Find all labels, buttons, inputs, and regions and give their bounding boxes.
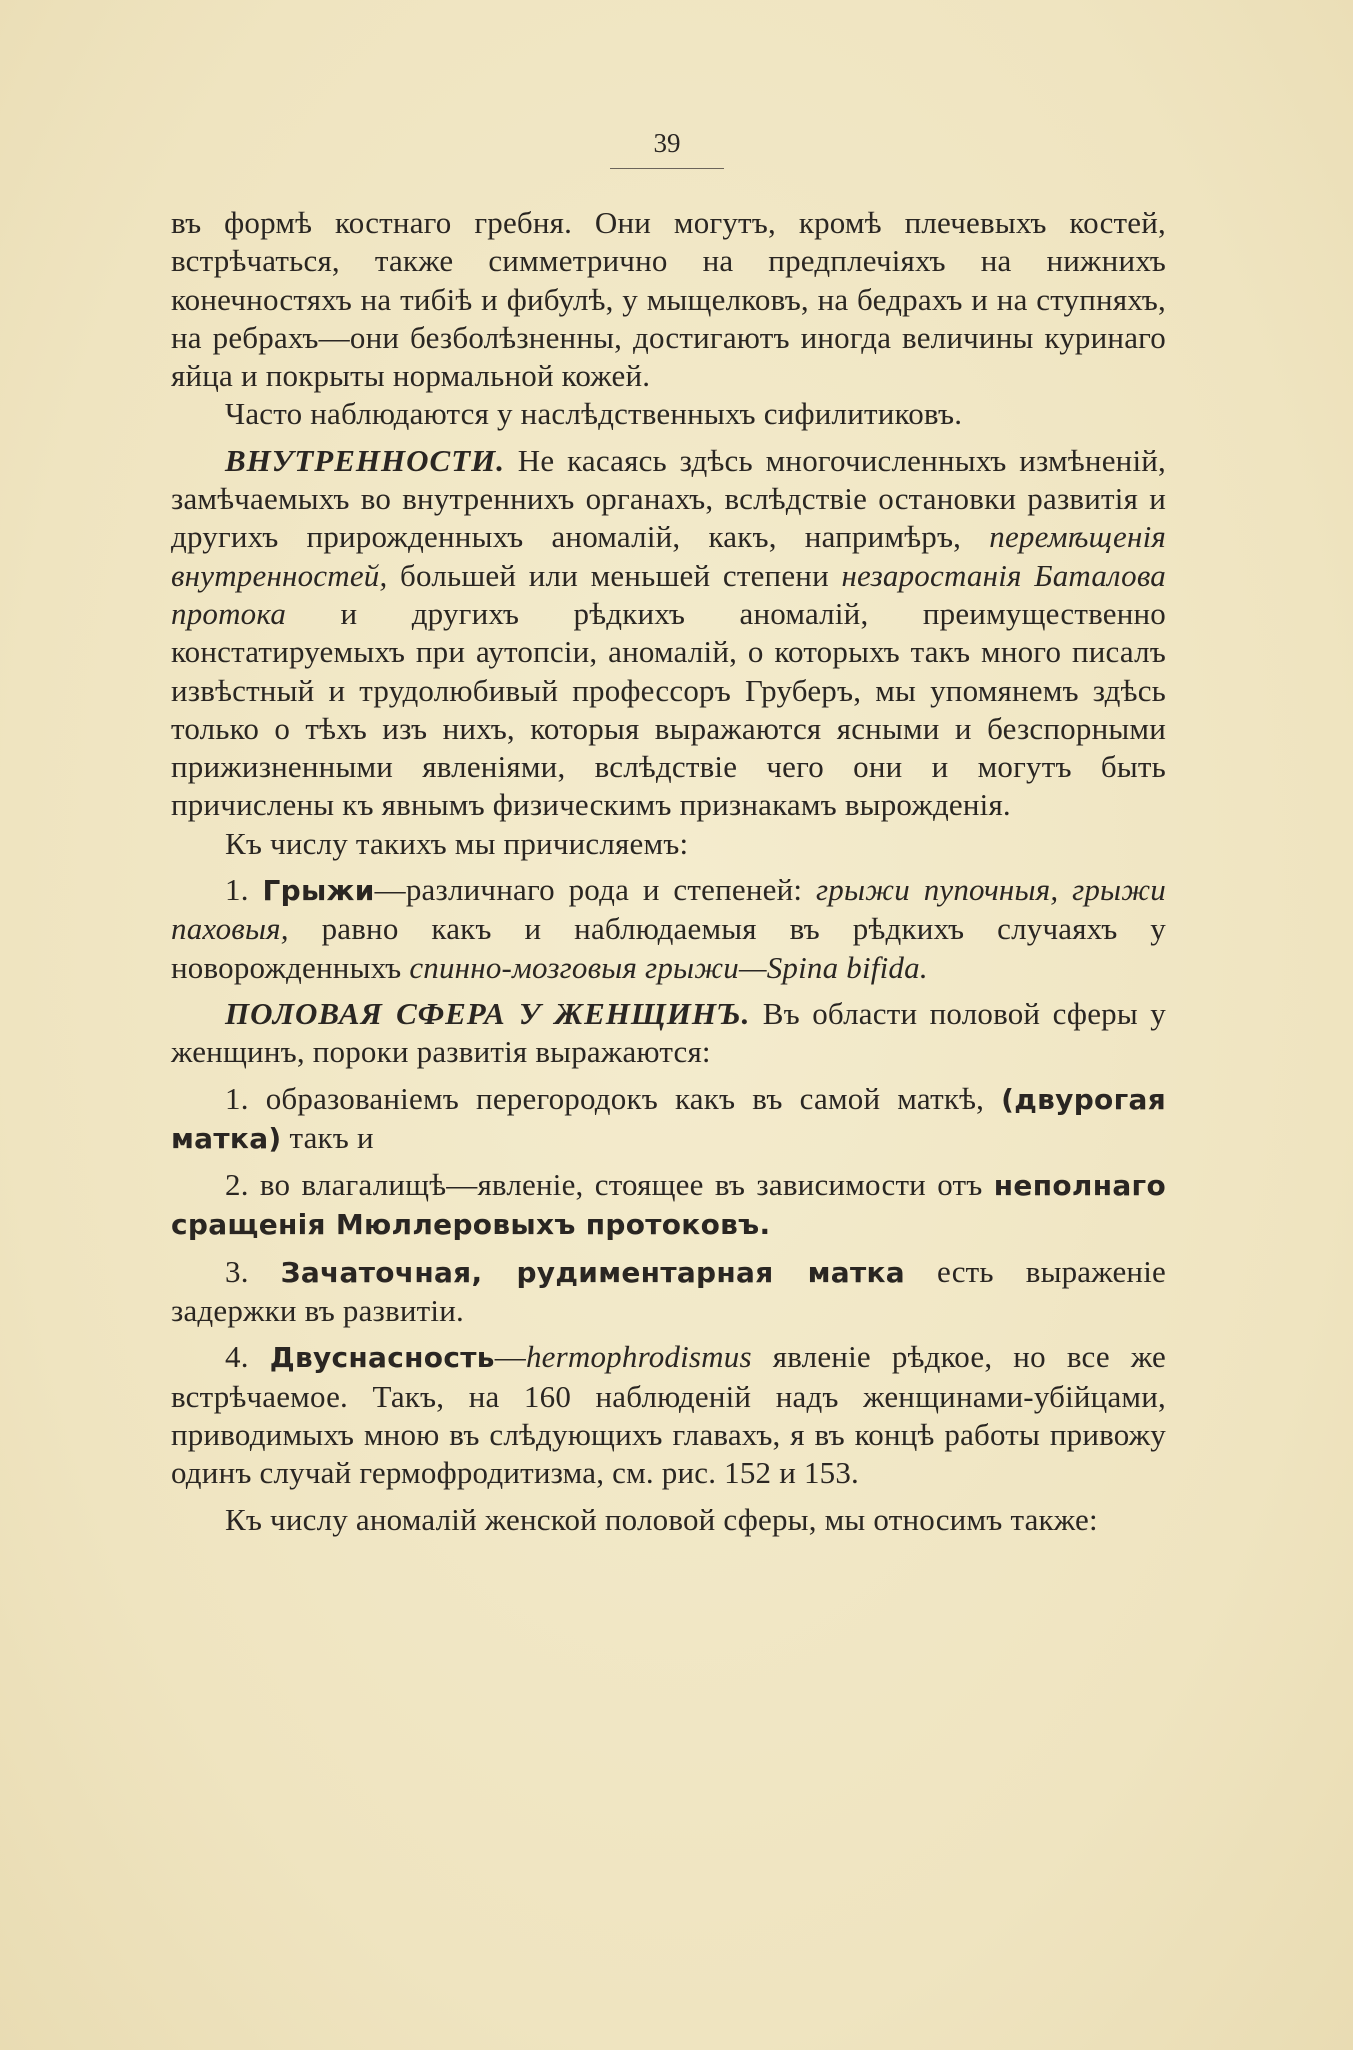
italic-term: спинно-мозговыя грыжи—Spina bifida.: [409, 949, 928, 985]
italic-term: hermophrodismus: [525, 1339, 752, 1375]
list-item-septum: [171, 1080, 1166, 1159]
bold-term: (двурогая матка): [171, 1082, 1166, 1155]
bold-term: неполнаго сращенія Мюллеровыхъ протоковъ.: [171, 1169, 1166, 1242]
paragraph-text: Въ области половой сферы у женщинъ, пороки развитія выражаются:: [171, 995, 1166, 1070]
list-item-hernia: [171, 871, 1166, 987]
italic-term: незаростанія Баталова протока: [171, 557, 1166, 631]
paragraph-bony-ridge: въ формѣ костнаго гребня. Они могутъ, кромѣ плечевыхъ костей, встрѣчаться, также симметрично на предплечіяхъ на нижнихъ конечностяхъ на тибіѣ и фибулѣ, у мыщелковъ, на бедрахъ и на ступняхъ, на ребрахъ—они безболѣзненны, достигаютъ иногда величины куринаго яйца и покрыты нормальной кожей.: [171, 205, 1166, 394]
paragraph-text: явленіе рѣдкое, но все же встрѣчаемое. Такъ, на 160 наблюденій надъ женщинами-убійцами, приводимыхъ мною въ слѣдующихъ главахъ, я въ концѣ работы привожу одинъ случай гермофродитизма, см. рис. 152 и 153.: [171, 1339, 1166, 1491]
bold-term: Зачаточная, рудиментарная матка: [280, 1255, 905, 1289]
section-heading-female-sphere: ПОЛОВАЯ СФЕРА У ЖЕНЩИНЪ.: [225, 995, 751, 1031]
paragraph-text: —: [494, 1339, 526, 1375]
paragraph-hereditary-syphilis: Часто наблюдаются у наслѣдственныхъ сифилитиковъ.: [225, 396, 963, 432]
paragraph-internal-organs: [171, 442, 1166, 825]
paragraph-closing: Къ числу аномалій женской половой сферы, мы относимъ также:: [225, 1501, 1098, 1537]
paragraph-text: равно какъ и наблюдаемыя въ рѣдкихъ случаяхъ у новорожденныхъ: [171, 911, 1166, 985]
paragraph-list-intro: Къ числу такихъ мы причисляемъ:: [225, 825, 689, 861]
section-heading-internal-organs: ВНУТРЕННОСТИ.: [225, 442, 505, 478]
paragraph-text: Не касаясь здѣсь многочисленныхъ измѣненій, замѣчаемыхъ во внутреннихъ органахъ, вслѣдствіе остановки развитія и другихъ прирожденныхъ аномалій, какъ, напримѣръ,: [171, 442, 1166, 555]
paragraph-text: есть выраженіе задержки въ развитіи.: [171, 1253, 1166, 1329]
paragraph-text: —различнаго рода и степеней:: [374, 872, 816, 908]
paragraph-female-sphere: [171, 995, 1166, 1072]
list-item-vagina: [171, 1166, 1166, 1245]
paragraph-text: и другихъ рѣдкихъ аномалій, преимущественно констатируемыхъ при аутопсіи, аномалій, о которыхъ такъ много писалъ извѣстный и трудолюбивый профессоръ Груберъ, мы упомянемъ здѣсь только о тѣхъ изъ нихъ, которыя выражаются ясными и безспорными прижизненными явленіями, вслѣдствіе чего они и могутъ быть причислены къ явнымъ физическимъ признакамъ вырожденія.: [171, 595, 1166, 823]
list-number: 1.: [225, 872, 263, 908]
list-number: 4.: [225, 1339, 270, 1375]
paragraph-text: большей или меньшей степени: [387, 557, 842, 593]
paragraph-text: 1. образованіемъ перегородокъ какъ въ самой маткѣ,: [225, 1080, 985, 1116]
list-item-hermaphroditism: [171, 1338, 1166, 1492]
body-text: [171, 204, 1166, 1539]
list-number: 3.: [225, 1253, 281, 1289]
bold-term: Двуснасность: [269, 1341, 495, 1375]
italic-term: грыжи пупочныя, грыжи паховыя,: [171, 872, 1166, 947]
bold-term: Грыжи: [262, 874, 375, 908]
paragraph-text: такъ и: [281, 1119, 374, 1155]
paragraph-text: 2. во влагалищѣ—явленіе, стоящее въ зависимости отъ: [225, 1167, 994, 1203]
page-number: 39: [653, 128, 681, 158]
italic-term: перемѣщенія внутренностей,: [171, 519, 1166, 593]
list-item-rudimentary-uterus: [171, 1253, 1166, 1331]
page-number-rule: [610, 168, 724, 169]
